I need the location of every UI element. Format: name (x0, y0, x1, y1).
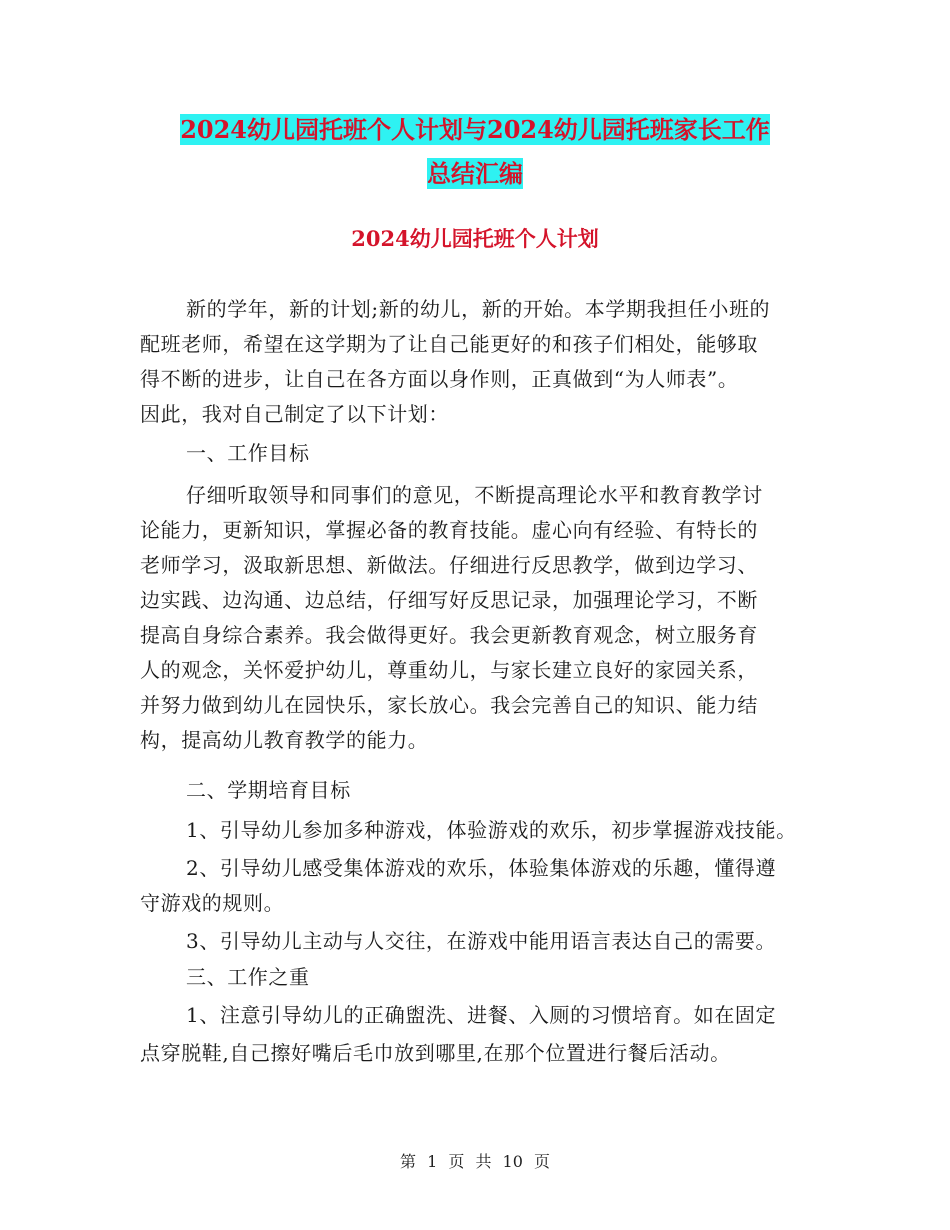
body-line: 边实践、边沟通、边总结，仔细写好反思记录，加强理论学习，不断 (140, 588, 758, 612)
list-item: 点穿脱鞋,自己擦好嘴后毛巾放到哪里,在那个位置进行餐后活动。 (140, 1041, 731, 1065)
section-heading: 一、工作目标 (186, 441, 310, 465)
list-item: 3、引导幼儿主动与人交往，在游戏中能用语言表达自己的需要。 (186, 929, 777, 953)
document-title-line-2 (0, 154, 950, 194)
body-line: 配班老师，希望在这学期为了让自己能更好的和孩子们相处，能够取 (140, 332, 758, 356)
body-line: 得不断的进步，让自己在各方面以身作则，正真做到“为人师表”。 (140, 367, 739, 391)
page-footer: 第 1 页 共 10 页 (400, 1152, 550, 1171)
body-line: 人的观念，关怀爱护幼儿，尊重幼儿，与家长建立良好的家园关系， (140, 658, 758, 682)
body-line: 并努力做到幼儿在园快乐，家长放心。我会完善自己的知识、能力结 (140, 693, 758, 717)
list-item: 2、引导幼儿感受集体游戏的欢乐，体验集体游戏的乐趣，懂得遵 (186, 856, 777, 880)
body-line: 因此，我对自己制定了以下计划： (140, 402, 449, 426)
body-line: 仔细听取领导和同事们的意见，不断提高理论水平和教育教学讨 (186, 483, 763, 507)
section-title: 2024幼儿园托班个人计划 (351, 226, 599, 251)
document-title-text-2: 总结汇编 (427, 159, 523, 188)
document-title-line-1 (0, 110, 950, 150)
body-line: 构，提高幼儿教育教学的能力。 (140, 728, 429, 752)
list-item: 1、注意引导幼儿的正确盥洗、进餐、入厕的习惯培育。如在固定 (186, 1003, 777, 1027)
section-heading: 二、学期培育目标 (186, 778, 351, 802)
body-line: 提高自身综合素养。我会做得更好。我会更新教育观念，树立服务育 (140, 623, 758, 647)
list-item: 守游戏的规则。 (140, 891, 285, 915)
body-line: 老师学习，汲取新思想、新做法。仔细进行反思教学，做到边学习、 (140, 553, 758, 577)
section-heading: 三、工作之重 (186, 965, 310, 989)
list-item: 1、引导幼儿参加多种游戏，体验游戏的欢乐，初步掌握游戏技能。 (186, 818, 797, 842)
document-title-text-1: 2024幼儿园托班个人计划与2024幼儿园托班家长工作 (180, 115, 770, 144)
body-line: 新的学年，新的计划;新的幼儿，新的开始。本学期我担任小班的 (186, 297, 771, 321)
body-line: 论能力，更新知识，掌握必备的教育技能。虚心向有经验、有特长的 (140, 518, 758, 542)
